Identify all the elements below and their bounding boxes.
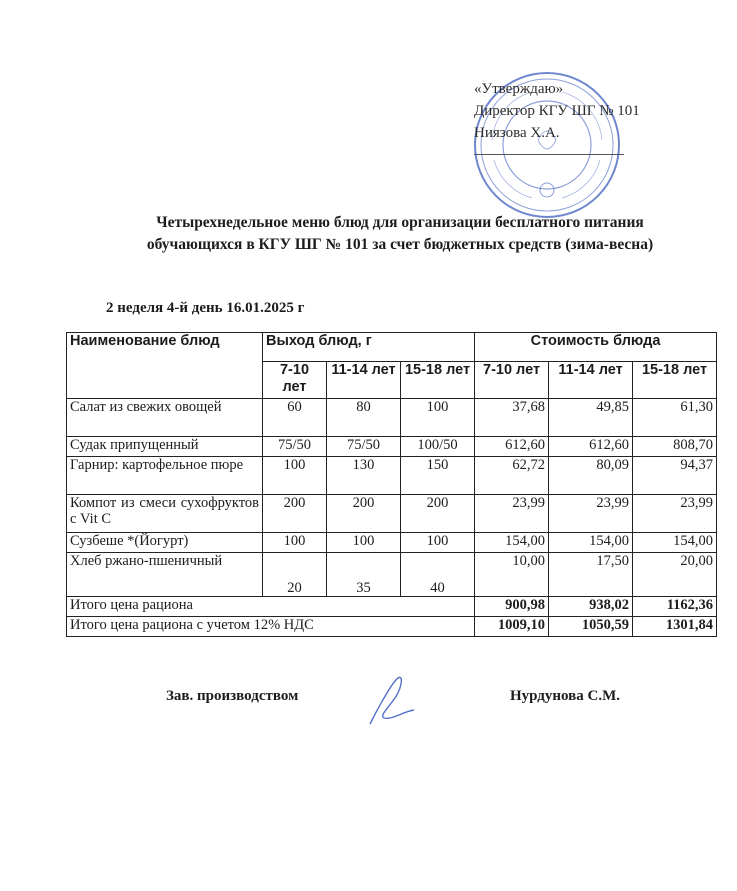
dish-yield: 40 <box>401 553 475 597</box>
dish-name: Салат из свежих овощей <box>67 399 263 437</box>
header-age: 7-10 лет <box>475 362 549 399</box>
header-age: 11-14 лет <box>549 362 633 399</box>
dish-cost: 17,50 <box>549 553 633 597</box>
dish-cost: 612,60 <box>475 437 549 457</box>
header-yield: Выход блюд, г <box>263 333 475 362</box>
approval-name: Ниязова Х.А. <box>474 125 560 141</box>
header-age: 15-18 лет <box>633 362 717 399</box>
title-line-2: обучающихся в КГУ ШГ № 101 за счет бюджетных средств (зима-весна) <box>146 236 654 253</box>
dish-yield: 100 <box>401 533 475 553</box>
dish-cost: 37,68 <box>475 399 549 437</box>
production-head-label: Зав. производством <box>166 688 299 704</box>
header-age: 15-18 лет <box>401 362 475 399</box>
dish-yield: 100 <box>327 533 401 553</box>
dish-yield: 200 <box>327 495 401 533</box>
table-row <box>67 457 717 495</box>
menu-day-subtitle: 2 неделя 4-й день 16.01.2025 г <box>106 300 305 316</box>
dish-name: Сузбеше *(Йогурт) <box>67 533 263 553</box>
table-header-row <box>67 333 717 362</box>
dish-cost: 154,00 <box>633 533 717 553</box>
approval-title: «Утверждаю» <box>474 81 564 97</box>
total-vat-value: 1009,10 <box>475 617 549 637</box>
title-line-1: Четырехнедельное меню блюд для организации бесплатного питания <box>156 214 644 231</box>
header-age: 11-14 лет <box>327 362 401 399</box>
dish-yield: 75/50 <box>263 437 327 457</box>
dish-yield: 20 <box>263 553 327 597</box>
dish-name: Судак припущенный <box>67 437 263 457</box>
dish-cost: 62,72 <box>475 457 549 495</box>
dish-yield: 60 <box>263 399 327 437</box>
dish-cost: 154,00 <box>475 533 549 553</box>
header-cost: Стоимость блюда <box>475 333 717 362</box>
approval-block <box>474 78 640 155</box>
total-vat-label: Итого цена рациона с учетом 12% НДС <box>67 617 475 637</box>
table-row <box>67 533 717 553</box>
dish-cost: 10,00 <box>475 553 549 597</box>
dish-yield: 80 <box>327 399 401 437</box>
handwritten-signature <box>362 672 422 732</box>
dish-yield: 100 <box>263 533 327 553</box>
total-value: 1162,36 <box>633 597 717 617</box>
total-label: Итого цена рациона <box>67 597 475 617</box>
dish-cost: 20,00 <box>633 553 717 597</box>
header-dish-name: Наименование блюд <box>67 333 263 399</box>
dish-cost: 61,30 <box>633 399 717 437</box>
header-age: 7-10 лет <box>263 362 327 399</box>
dish-cost: 49,85 <box>549 399 633 437</box>
dish-name: Гарнир: картофельное пюре <box>67 457 263 495</box>
menu-table <box>66 332 717 637</box>
dish-cost: 612,60 <box>549 437 633 457</box>
table-row <box>67 495 717 533</box>
dish-yield: 100 <box>263 457 327 495</box>
total-row <box>67 597 717 617</box>
total-value: 938,02 <box>549 597 633 617</box>
dish-yield: 100 <box>401 399 475 437</box>
document-title <box>90 212 710 256</box>
total-vat-value: 1301,84 <box>633 617 717 637</box>
dish-yield: 75/50 <box>327 437 401 457</box>
total-value: 900,98 <box>475 597 549 617</box>
dish-yield: 200 <box>401 495 475 533</box>
dish-yield: 100/50 <box>401 437 475 457</box>
dish-cost: 154,00 <box>549 533 633 553</box>
table-row <box>67 553 717 597</box>
table-row <box>67 399 717 437</box>
dish-cost: 94,37 <box>633 457 717 495</box>
dish-cost: 808,70 <box>633 437 717 457</box>
approval-signature-line <box>474 154 624 155</box>
dish-yield: 35 <box>327 553 401 597</box>
total-vat-row <box>67 617 717 637</box>
dish-name: Хлеб ржано-пшеничный <box>67 553 263 597</box>
dish-cost: 80,09 <box>549 457 633 495</box>
approval-director: Директор КГУ ШГ № 101 <box>474 103 640 119</box>
dish-cost: 23,99 <box>633 495 717 533</box>
dish-name: Компот из смеси сухофруктов с Vit C <box>67 495 263 533</box>
dish-yield: 200 <box>263 495 327 533</box>
dish-cost: 23,99 <box>475 495 549 533</box>
total-vat-value: 1050,59 <box>549 617 633 637</box>
dish-yield: 130 <box>327 457 401 495</box>
table-row <box>67 437 717 457</box>
dish-yield: 150 <box>401 457 475 495</box>
dish-cost: 23,99 <box>549 495 633 533</box>
production-head-name: Нурдунова С.М. <box>510 688 621 704</box>
